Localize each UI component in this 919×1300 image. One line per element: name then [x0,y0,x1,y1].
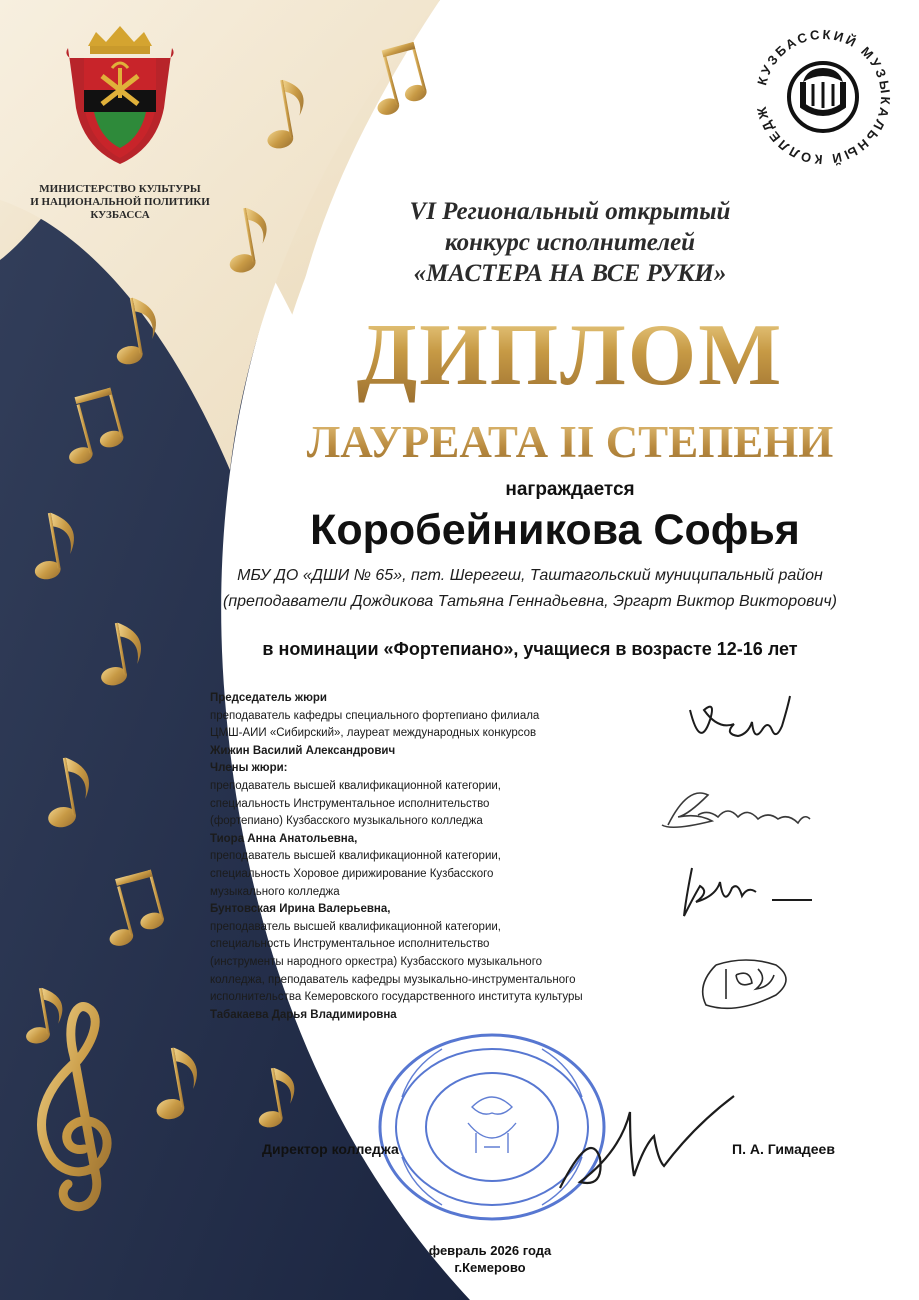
jury-text-line: колледжа, преподаватель кафедры музыкально-инструментального [210,973,576,986]
jury-text-line: преподаватель высшей квалификационной категории, [210,779,501,792]
issue-date-place [380,1242,600,1276]
jury-text-line: специальность Инструментальное исполнительство [210,938,490,951]
signature-member-3 [686,945,816,1025]
jury-text-line: преподаватель высшей квалификационной категории, [210,850,501,863]
jury-text-line: ЦМШ-АИИ «Сибирский», лауреат международных конкурсов [210,727,537,740]
svg-text:КУЗБАССКИЙ МУЗЫКАЛЬНЫЙ КОЛЛЕДЖ: КУЗБАССКИЙ МУЗЫКАЛЬНЫЙ КОЛЛЕДЖ [753,26,894,168]
ministry-line-3: КУЗБАССА [90,209,150,221]
director-label: Директор колледжа [262,1141,399,1157]
ministry-line-1: МИНИСТЕРСТВО КУЛЬТУРЫ [39,183,201,195]
signature-member-2 [672,858,832,928]
awarded-label: награждается [505,479,635,500]
jury-list [210,690,690,1024]
jury-member-name: Жижин Василий Александрович [210,744,396,757]
ministry-name [14,183,226,222]
jury-text-line: музыкального колледжа [210,885,340,898]
school-info [150,563,910,615]
jury-member-name: Бунтовская Ирина Валерьевна, [210,903,391,916]
jury-member-name: Табакаева Дарья Владимировна [210,1008,397,1021]
recipient-name: Коробейникова Софья [310,506,800,554]
contest-line-3: «МАСТЕРА НА ВСЕ РУКИ» [413,260,727,287]
kuzbass-music-college-logo-icon [748,22,898,172]
diploma-title: ДИПЛОМ [230,308,910,404]
jury-members-label: Члены жюри: [210,762,288,775]
jury-text-line: преподаватель кафедры специального фортепиано филиала [210,709,540,722]
signature-chair [680,690,810,760]
ministry-line-2: И НАЦИОНАЛЬНОЙ ПОЛИТИКИ [30,196,210,208]
contest-line-1: VI Региональный открытый [409,198,731,225]
contest-line-2: конкурс исполнителей [444,229,696,256]
issue-date: февраль 2026 года [428,1243,552,1258]
laureate-degree: ЛАУРЕАТА II СТЕПЕНИ [230,416,910,468]
kuzbass-coat-of-arms-icon [64,24,176,174]
signature-member-1 [658,785,838,845]
jury-text-line: (фортепиано) Кузбасского музыкального колледжа [210,815,483,828]
director-name: П. А. Гимадеев [732,1141,835,1157]
nomination: в номинации «Фортепиано», учащиеся в возрасте 12-16 лет [262,639,798,659]
jury-text-line: специальность Инструментальное исполнительство [210,797,490,810]
jury-text-line: специальность Хоровое дирижирование Кузбасского [210,867,494,880]
jury-text-line: исполнительства Кемеровского государственного института культуры [210,991,583,1004]
jury-text-line: (инструменты народного оркестра) Кузбасского музыкального [210,955,543,968]
jury-chair-label: Председатель жюри [210,692,327,704]
jury-member-name: Тиора Анна Анатольевна, [210,832,358,845]
contest-title [230,196,910,289]
school-name: МБУ ДО «ДШИ № 65», пгт. Шерегеш, Таштагольский муниципальный район [237,567,823,584]
signature-director [540,1068,740,1208]
issue-city: г.Кемерово [454,1260,526,1275]
jury-text-line: преподаватель высшей квалификационной категории, [210,920,501,933]
teachers: (преподаватели Дождикова Татьяна Геннадьевна, Эргарт Виктор Викторович) [223,593,837,610]
